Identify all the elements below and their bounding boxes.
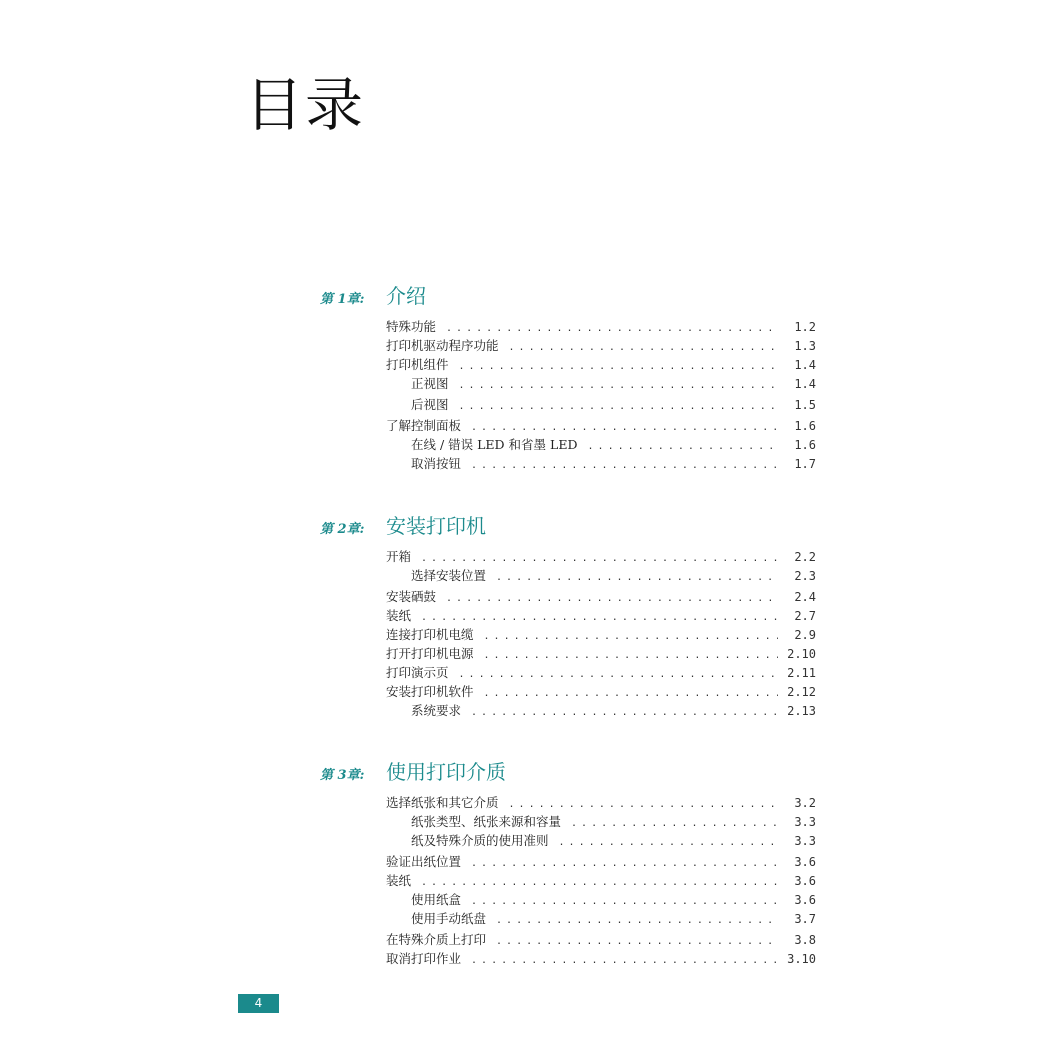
toc-entry[interactable]: [386, 871, 816, 890]
toc-entry[interactable]: [386, 606, 816, 625]
toc-list: [320, 793, 820, 968]
toc-page-number: 1.5: [794, 398, 816, 412]
chapter-header: [320, 280, 820, 310]
toc-entry-title: 装纸: [386, 873, 412, 888]
toc-entry[interactable]: [386, 355, 816, 374]
toc-page-number: 1.4: [794, 377, 816, 391]
toc-entry-title: 使用纸盒: [411, 892, 462, 907]
toc-page-number: 2.9: [794, 628, 816, 642]
toc-entry-title: 特殊功能: [386, 319, 437, 334]
toc-page-number: 3.6: [794, 893, 816, 907]
toc-page-number: 2.7: [794, 609, 816, 623]
toc-page-number: 3.3: [794, 834, 816, 848]
toc-page-number: 1.7: [794, 457, 816, 471]
toc-entry-title: 选择安装位置: [411, 568, 487, 583]
dot-leader: [559, 833, 778, 852]
toc-entry-title: 系统要求: [411, 703, 462, 718]
toc-entry-title: 验证出纸位置: [386, 854, 462, 869]
toc-entry-title: 使用手动纸盘: [411, 911, 487, 926]
toc-subentry[interactable]: [411, 831, 816, 850]
toc-entry[interactable]: [386, 930, 816, 949]
chapter-label: 第 2章:: [320, 522, 365, 537]
toc-page-number: 2.4: [794, 590, 816, 604]
chapter-header: [320, 756, 820, 786]
toc-entry-title: 后视图: [411, 397, 449, 412]
toc-entry-title: 取消打印作业: [386, 951, 462, 966]
toc-entry[interactable]: [386, 625, 816, 644]
toc-page-number: 1.4: [794, 358, 816, 372]
toc-entry-title: 开箱: [386, 549, 412, 564]
dot-leader: [496, 568, 778, 587]
toc-entry-title: 正视图: [411, 376, 449, 391]
chapter-3: [320, 756, 820, 968]
dot-leader: [471, 703, 778, 722]
toc-entry[interactable]: [386, 587, 816, 606]
toc-page-number: 3.10: [787, 952, 816, 966]
toc-subentry[interactable]: [411, 890, 816, 909]
chapter-title[interactable]: 介绍: [386, 284, 426, 308]
toc-entry-title: 打印机驱动程序功能: [386, 338, 499, 353]
toc-page-number: 1.6: [794, 419, 816, 433]
toc-entry-title: 安装硒鼓: [386, 589, 437, 604]
toc-page-number: 2.12: [787, 685, 816, 699]
dot-leader: [496, 911, 778, 930]
page-number: 4: [238, 994, 279, 1013]
toc-page-number: 2.10: [787, 647, 816, 661]
toc-page-number: 3.7: [794, 912, 816, 926]
toc-list: [320, 547, 820, 720]
toc-page-number: 3.2: [794, 796, 816, 810]
toc-entry[interactable]: [386, 644, 816, 663]
toc-entry-title: 纸及特殊介质的使用准则: [411, 833, 549, 848]
toc-entry-title: 打印机组件: [386, 357, 449, 372]
toc-subentry[interactable]: [411, 374, 816, 393]
chapter-2: [320, 510, 820, 720]
toc-subentry[interactable]: [411, 909, 816, 928]
toc-entry-title: 打开打印机电源: [386, 646, 474, 661]
toc-entry[interactable]: [386, 547, 816, 566]
toc-page-number: 3.8: [794, 933, 816, 947]
toc-page-number: 1.3: [794, 339, 816, 353]
toc-subentry[interactable]: [411, 566, 816, 585]
toc-page-number: 3.6: [794, 874, 816, 888]
toc-entry[interactable]: [386, 949, 816, 968]
toc-entry-title: 连接打印机电缆: [386, 627, 474, 642]
dot-leader: [471, 456, 778, 475]
toc-page-number: 1.6: [794, 438, 816, 452]
toc-entry-title: 取消按钮: [411, 456, 462, 471]
dot-leader: [471, 951, 778, 970]
toc-page-number: 3.3: [794, 815, 816, 829]
toc-subentry[interactable]: [411, 812, 816, 831]
toc-entry-title: 选择纸张和其它介质: [386, 795, 499, 810]
chapter-header: [320, 510, 820, 540]
toc-entry[interactable]: [386, 663, 816, 682]
toc-page-number: 2.3: [794, 569, 816, 583]
toc-entry-title: 打印演示页: [386, 665, 449, 680]
chapter-label: 第 1章:: [320, 292, 365, 307]
toc-entry[interactable]: [386, 682, 816, 701]
toc-subentry[interactable]: [411, 435, 816, 454]
toc-entry-title: 在线 / 错误 LED 和省墨 LED: [411, 437, 578, 452]
toc-page-number: 2.13: [787, 704, 816, 718]
toc-entry[interactable]: [386, 793, 816, 812]
page-title: 目录: [245, 71, 366, 139]
chapter-title[interactable]: 安装打印机: [386, 514, 486, 538]
toc-list: [320, 317, 820, 473]
toc-entry-title: 了解控制面板: [386, 418, 462, 433]
toc-page-number: 3.6: [794, 855, 816, 869]
toc-subentry[interactable]: [411, 701, 816, 720]
toc-page-number: 1.2: [794, 320, 816, 334]
toc-entry[interactable]: [386, 416, 816, 435]
toc-subentry[interactable]: [411, 454, 816, 473]
dot-leader: [459, 397, 778, 416]
toc-entry-title: 安装打印机软件: [386, 684, 474, 699]
toc-page-number: 2.11: [787, 666, 816, 680]
toc-entry[interactable]: [386, 852, 816, 871]
toc-entry[interactable]: [386, 336, 816, 355]
toc-entry-title: 装纸: [386, 608, 412, 623]
toc-subentry[interactable]: [411, 395, 816, 414]
toc-page-number: 2.2: [794, 550, 816, 564]
chapter-title[interactable]: 使用打印介质: [386, 760, 506, 784]
toc-entry-title: 纸张类型、纸张来源和容量: [411, 814, 562, 829]
chapter-label: 第 3章:: [320, 768, 365, 783]
toc-entry[interactable]: [386, 317, 816, 336]
toc-entry-title: 在特殊介质上打印: [386, 932, 487, 947]
dot-leader: [459, 376, 778, 395]
chapter-1: [320, 280, 820, 473]
